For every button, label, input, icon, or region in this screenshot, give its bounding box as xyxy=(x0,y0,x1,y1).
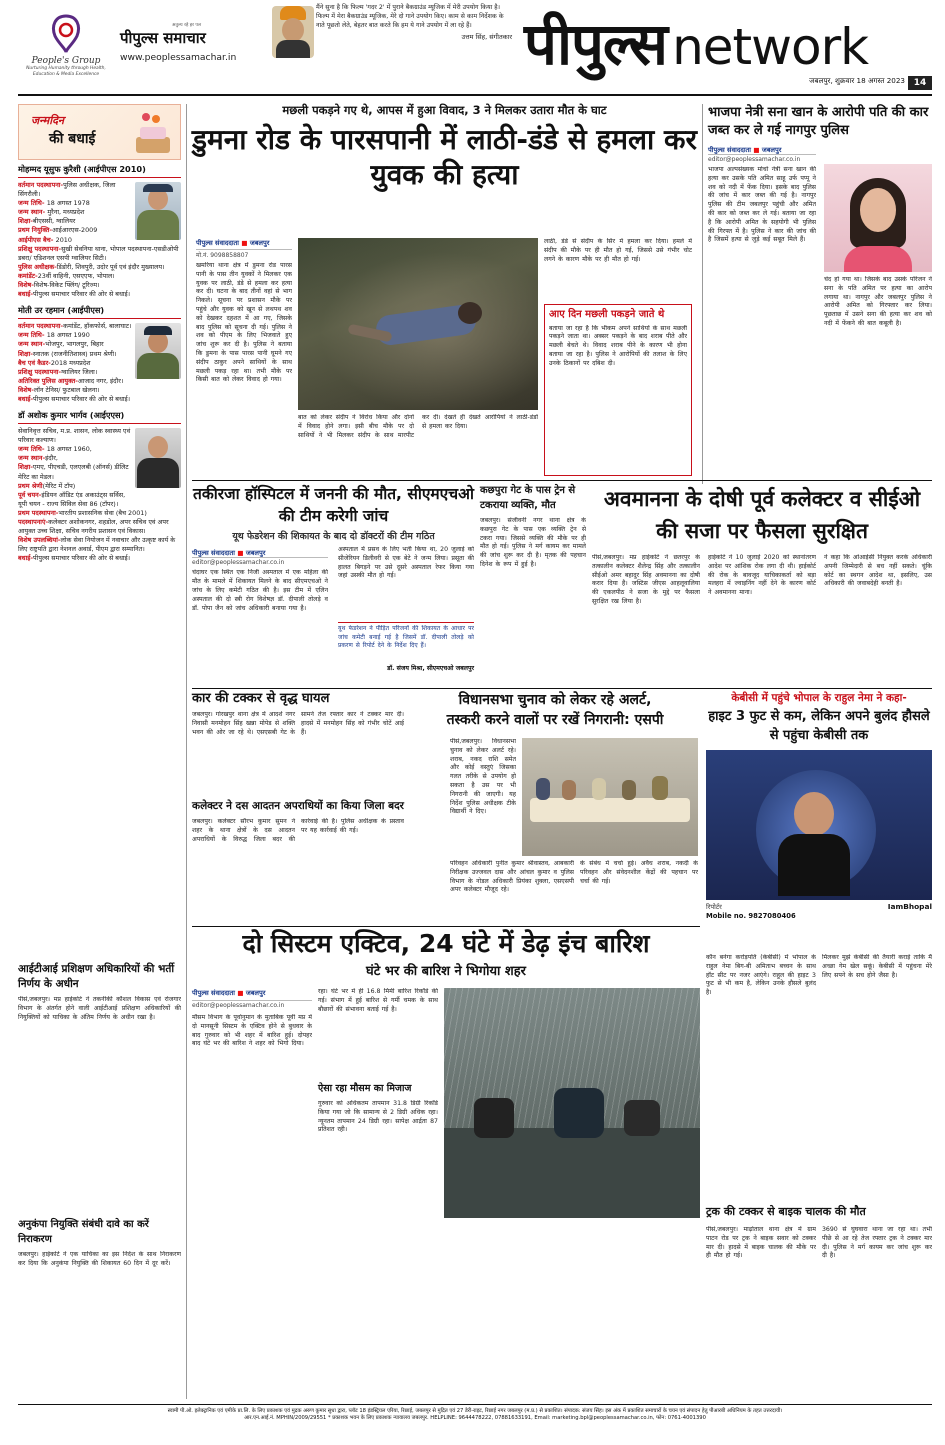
rain-byline: पीपुल्स संवाददाता ■ जबलपुर xyxy=(192,989,266,997)
person-detail-line xyxy=(18,491,133,509)
lead-byline: पीपुल्स संवाददाता ■ जबलपुर xyxy=(196,239,270,247)
detail-key: पुलिस अधीक्षक- xyxy=(18,262,57,271)
title-english: network xyxy=(672,18,869,76)
sana-body-right: चंद हो गया था। जिसके बाद उसके परिजन ने सना के पति अमित पर हत्या का आरोप लगाया था। नागपुर और जबलपुर पुलिस ने आरोपी अमित को गिरफ्तार कर लिया। पूछताछ में उसने सना की हत्या कर शव को नदी में फेंकने की बात कबूली है। xyxy=(824,276,932,327)
sana-headline: भाजपा नेत्री सना खान के आरोपी पति की कार जब्त कर ले गई नागपुर पुलिस xyxy=(708,105,929,138)
person-detail-line xyxy=(18,217,133,226)
quote-portrait xyxy=(272,6,314,58)
person-detail-line xyxy=(18,463,133,481)
detail-key: प्रशिक्षु पदस्थापना- xyxy=(18,367,62,376)
detail-value: 2018 मध्यप्रदेश xyxy=(50,358,91,367)
rain-sub: घंटे भर की बारिश ने भिगोया शहर xyxy=(366,963,526,979)
quote-box xyxy=(316,4,512,66)
hospital-headline: तकीरजा हॉस्पिटल में जननी की मौत, सीएमएचओ की टीम करेगी जांच xyxy=(193,485,474,525)
lead-mobile: मो.नं. 9098858807 xyxy=(196,249,292,259)
lead-story xyxy=(192,104,697,476)
person-detail-line xyxy=(18,518,181,536)
hospital-sub: यूथ फेडरेशन की शिकायत के बाद दो डॉक्टरों की टीम गठित xyxy=(232,531,435,543)
page-number: 14 xyxy=(908,76,932,90)
truck-headline: ट्रक की टक्कर से बाइक चालक की मौत xyxy=(706,1205,866,1218)
hospital-story xyxy=(192,484,475,684)
section-rule xyxy=(192,688,932,689)
election-headline: तस्करी करने वालों पर रखें निगरानी: एसपी xyxy=(446,712,664,729)
person-detail-line xyxy=(18,368,133,377)
hospital-quote xyxy=(338,622,474,682)
sana-photo xyxy=(824,164,932,272)
kbc-kicker: केबीसी में पहुंचे भोपाल के राहुल नेमा ने कहा- xyxy=(731,692,907,704)
lead-byline-block xyxy=(196,238,292,259)
birthday-person-1 xyxy=(18,164,181,299)
footer-line-2: आर.एन.आई.नं. MPHIN/2009/29551 * प्रकाशक भवन के लिए प्रकाशक न्यायालय जबलपुर. HELPLINE: 9644478222, 07881633191, Email: marketing.bpl@peoplessamachar.co.in, फोन: 0761-4001390 xyxy=(244,1415,706,1422)
detail-key: शिक्षा- xyxy=(18,349,33,358)
rain-story xyxy=(192,930,700,1400)
person-detail-line xyxy=(18,395,181,404)
section-rule xyxy=(192,480,932,481)
detail-value: आजाद नगर, इंदौर। xyxy=(77,376,124,385)
title-hindi: पीपुल्स xyxy=(524,10,667,78)
sana-body: भाजपा अल्पसंख्यक मोर्चा नेत्री सना खान की हत्या कर उसके पति अमित साहू उर्फ पप्पू ने शव को नदी में फेंक दिया। इसके बाद पुलिस की जांच में कार जब्त की गई है। नागपुर पुलिस की टीम जबलपुर पहुंची और अमित की कार को जब्त कर ले गई। बताया जा रहा है कि आरोपी अमित के सहयोगी भी पुलिस की गिरफ्त में है। पुलिस ने कार की जांच की है जिसमें हत्या से जुड़े कई सबूत मिले हैं। xyxy=(708,166,816,244)
birthday-person-3 xyxy=(18,410,181,563)
election-kicker: विधानसभा चुनाव को लेकर रहे अलर्ट, xyxy=(458,692,652,708)
truck-story xyxy=(706,1206,932,1400)
quote-text: मैंने सुना है कि फिल्म 'गदर 2' में पुराने बैकग्राउंड म्यूजिक में मेरी उपयोग किया है। फिल्म में मेरा बैकग्राउंड म्यूजिक, मेरे दो गाने उपयोग किए। काम से काम निर्देशक के नाते पूछतो लेते, बेहतर बात करते कि हम ये गाने उपयोग में ला रहे हैं। xyxy=(316,4,504,29)
person-detail-line xyxy=(18,554,181,563)
detail-key: पदस्थापनाएं- xyxy=(18,518,49,526)
contempt-headline: अवमानना के दोषी पूर्व कलेक्टर व सीईओ की सजा पर फैसला सुरक्षित xyxy=(603,487,921,543)
train-headline: कछपुरा गेट के पास ट्रेन से टकराया व्यक्ति, मौत xyxy=(480,485,576,511)
detail-key: जन्म तिथि- xyxy=(18,331,47,340)
lead-box xyxy=(544,304,692,476)
detail-key: बैच एवं कैडर- xyxy=(18,358,51,367)
lead-body: खमरिया थाना क्षेत्र में डुमना रोड पारस पानी के पास तीन युवकों ने मिलकर एक युवक पर लाठी, डंडे से हमला कर हत्या कर दी। घटना के बाद तीनों वहां से भाग निकले। सूचना पर प्रशासन मौके पर पहुंचे और युवक को खून से लथपथ शव को देखकर दहशत में आ गए, जिसके बाद पुलिस को सूचना दी गई। पुलिस ने शव को पीएम के लिए भिजवाते हुए जांच शुरू कर दी है। पुलिस ने बताया कि डुमना के पास पारस पानी घूमने गए संदीप ठाकुर अपने साथियों के साथ मछली पकड़ रहा था। तभी मौके पर किसी बात को लेकर विवाद हो गया। xyxy=(196,262,292,384)
detail-key: आईपीएस बैच- xyxy=(18,235,56,244)
person-detail-line xyxy=(18,226,133,235)
detail-value: 18 अगस्त 1960, xyxy=(46,445,92,454)
train-body: जबलपुर। संजीवनी नगर थाना क्षेत्र के कछपुरा गेट के पास एक व्यक्ति ट्रेन से टकरा गया। जिससे व्यक्ति की मौके पर ही मौत हो गई। पुलिस ने मर्ग कायम कर मामले की जांच शुरू कर दी है। मृतक की पहचान दिनेश के रूप में हुई है। xyxy=(480,517,586,568)
lead-headline: डुमना रोड के पारसपानी में लाठी-डंडे से हमला कर युवक की हत्या xyxy=(192,123,697,192)
small-paper-logo xyxy=(120,22,270,72)
rain-box-title: ऐसा रहा मौसम का मिजाज xyxy=(318,1083,412,1094)
person-name: मोहम्मद यूसुफ कुरैशी (आईपीएस 2010) xyxy=(18,164,181,178)
person-detail-line xyxy=(18,290,181,299)
detail-value: भारतीय प्रशासनिक सेवा (बैच 2001) xyxy=(58,508,147,517)
kbc-story xyxy=(706,692,932,1202)
detail-value: कलेक्टर अशोकनगर, शहडोल, अपर सचिव एवं अपर आयुक्त उच्च शिक्षा, सचिव नगरीय प्रशासन एवं विकास। xyxy=(18,518,169,536)
detail-key: कमांडेंट- xyxy=(18,271,38,280)
detail-key: पूर्व चयन- xyxy=(18,490,42,499)
person-detail-line xyxy=(18,208,133,217)
person-detail-line xyxy=(18,340,133,349)
detail-key: प्रथम श्रेणी xyxy=(18,481,43,490)
rain-body: मौसम विभाग के पूर्वानुमान के मुताबिक पूर्वी मप्र में दो मानसूनी सिस्टम के एक्टिव होने से बुधवार के बाद गुरुवार को भी शहर में बारिश हुई। दोपहर बाद घंटे भर की बारिश ने शहर को भिगो दिया। xyxy=(192,1014,312,1048)
detail-key: प्रथम पदस्थापना- xyxy=(18,508,59,517)
person-detail-line xyxy=(18,331,133,340)
election-photo xyxy=(522,738,698,856)
detail-value: स्नातक (राजनीतिशास्त्र) प्रथम श्रेणी। xyxy=(32,349,117,358)
detail-key: जन्म तिथि- xyxy=(18,445,47,454)
detail-key: शिक्षा- xyxy=(18,463,33,472)
person-detail-line xyxy=(18,386,181,395)
iit-story xyxy=(18,962,181,1400)
main-title xyxy=(524,2,904,78)
lead-box-title: आए दिन मछली पकड़ने जाते थे xyxy=(549,309,665,320)
detail-key: बधाई- xyxy=(18,394,34,403)
detail-key: विशेष- xyxy=(18,385,34,394)
rain-email: editor@peoplessamachar.co.in xyxy=(192,1000,312,1009)
person-detail-line xyxy=(18,445,133,454)
person-name: डॉ अशोक कुमार भार्गव (आईएएस) xyxy=(18,410,181,424)
hospital-quote-text: यूथ फेडरेशन ने पीड़ित परिजनों की शिकायत के आधार पर जांच कमेटी बनाई गई है जिसमें डॉ. दीपाली तोलड़े को प्रकरण से रिपोर्ट देने के निर्देश दिए हैं। xyxy=(338,625,474,650)
kbc-mobile: Mobile no. 9827080406 xyxy=(706,911,796,920)
hospital-quote-author: डॉ. संजय मिश्रा, सीएमएचओ जबलपुर xyxy=(387,665,474,672)
accident-headline: कार की टक्कर से वृद्ध घायल xyxy=(192,691,330,706)
peoples-group-logo-icon xyxy=(47,12,85,54)
detail-key: जन्म स्थान- xyxy=(18,340,46,349)
truck-body: पीसं,जबलपुर। माढ़ोताल थाना क्षेत्र में ग्राम पाटन रोड पर ट्रक ने बाइक सवार को टक्कर मार दी। हादसे में बाइक चालक की मौके पर ही मौत हो गई। xyxy=(706,1226,816,1260)
footer-line-1: स्वामी पी.ओ. इलेक्ट्रानिक एवं एमीके प्रा.लि. के लिए प्रकाशक एवं मुद्रक अरुण कुमार सुधा द्वारा, प्लॉट 18 इंडस्ट्रियल एरिया, रिछाई, जबलपुर से मुद्रित एवं 27 डेरी-राइट, रिछाई नगर जबलपुर (म.प्र.) से प्रकाशित। संपादक: संजय सिंह। इस अंक में प्रकाशित समाचारों के चयन एवं संपादन हेतु पीआरबी अधिनियम के तहत उत्तरदायी। xyxy=(167,1408,783,1414)
kbc-reporter-label: रिपोर्टर xyxy=(706,902,722,911)
section-rule xyxy=(192,926,700,927)
iit-headline: आईटीआई प्रशिक्षण अधिकारियों की भर्ती निर्णय के अधीन xyxy=(18,963,175,991)
person-detail-line xyxy=(18,427,133,445)
birthday-title-top: जन्मदिन xyxy=(31,114,65,127)
hospital-body-right: अस्पताल में प्रसव के लिए भर्ती किया था, 20 जुलाई को सीजेरियन डिलीवरी से एक बेटे ने जन्म लिया। प्रसूता की हालत बिगड़ने पर उसे दूसरे अस्पताल रेफर किया गया जहां उसकी मौत हो गई। xyxy=(338,546,474,580)
accident-headline-2: कलेक्टर ने दस आदतन अपराधियों का किया जिला बदर xyxy=(192,799,404,812)
contempt-body-3: ने कहा कि ओआईसी नियुक्त करके अधिकारी अपनी जिम्मेदारी से बच नहीं सकते। चूंकि कोर्ट का स्थगन आदेश था, इसलिए, उस अधिकारी की जवाबदेही बनती है। xyxy=(824,554,932,588)
person-photo xyxy=(135,428,181,488)
masthead xyxy=(0,0,945,102)
accident-body: जबलपुर। गोरखपुर थाना क्षेत्र में आदर्श नगर निवासी मनमोहन सिंह खन्ना मोपेड से शक्ति भवन की ओर जा रहे थे। एसएसबी गेट के सामने तेज रफ्तार कार ने टक्कर मार दी। हादसे में मनमोहन सिंह को गंभीर चोटें आई हैं। xyxy=(192,710,404,736)
train-story xyxy=(480,484,586,684)
detail-value: पीपुल्स समाचार परिवार की ओर से बधाई। xyxy=(33,290,131,299)
detail-value: कमांडेंट, हॉकफोर्स, बालाघाट। xyxy=(63,322,132,331)
person-detail-line xyxy=(18,482,133,491)
kbc-body: कौन बनेगा करोड़पति (केबीसी) में भोपाल के राहुल नेमा बिग-बी अमिताभ बच्चन के साथ हॉट सीट पर नजर आएंगे। राहुल की हाइट 3 फुट से भी कम है, लेकिन उनके हौसले बुलंद है। xyxy=(706,954,816,997)
detail-value: पीपुल्स समाचार परिवार की ओर से बधाई। xyxy=(33,554,131,563)
detail-key: अतिरिक्त पुलिस आयुक्त- xyxy=(18,376,78,385)
kbc-body-2: मिलकर मुझे केबीसी की तैयारी कराई ताकि मैं अच्छा गेम खेल सकूं। केबीसी में पहुंचना मेरे लिए सपने के सच होने जैसा है। xyxy=(822,954,932,979)
person-detail-line xyxy=(18,245,181,263)
detail-value: पीपुल्स समाचार परिवार की ओर से बधाई। xyxy=(33,394,131,403)
detail-value: आईआरएस-2009 xyxy=(52,226,98,235)
detail-value: इंदौर, xyxy=(45,454,58,463)
brand-name: People's Group xyxy=(31,56,101,66)
detail-key: प्रशिक्षु पदस्थापना- xyxy=(18,244,62,253)
hospital-byline: पीपुल्स संवाददाता ■ जबलपुर xyxy=(192,549,266,558)
truck-body-2: 3690 से घुघवारा थाना जा रहा था। तभी पीछे से आ रहे तेज रफ्तार ट्रक ने टक्कर मार दी। पुलिस ने मर्ग कायम कर जांच शुरू कर दी है। xyxy=(822,1226,932,1260)
detail-key: विशेष उपलब्धियां- xyxy=(18,536,61,545)
rain-body-3: गुरुवार को अधिकतम तापमान 31.8 डिग्री रिकॉर्ड किया गया जो कि सामान्य से 2 डिग्री अधिक रहा। न्यूनतम तापमान 24 डिग्री रहा। सापेक्ष आर्द्रता 87 प्रतिशत रही। xyxy=(318,1100,438,1134)
iit-headline-2: अनुकंपा नियुक्ति संबंधी दावे का करें निराकरण xyxy=(18,1219,149,1245)
detail-key: शिक्षा- xyxy=(18,217,33,226)
rain-headline: दो सिस्टम एक्टिव, 24 घंटे में डेढ़ इंच बारिश xyxy=(242,929,650,958)
detail-value: एमए, पीएचडी, एलएलबी (ऑनर्स) डीलिट मेरिट का मेडल। xyxy=(18,463,129,481)
person-detail-line xyxy=(18,272,181,281)
detail-value: सुखी सेवनिया थाना, भोपाल पदस्थापना-एसडीओपी डबरा/ एडिशनल एसपी ग्वालियर सिटी। xyxy=(18,244,179,262)
birthday-section xyxy=(18,104,181,956)
person-detail-line xyxy=(18,281,181,290)
footer-rule xyxy=(18,1404,932,1405)
sana-story xyxy=(708,104,932,476)
dateline: जबलपुर, शुक्रवार 18 अगस्त 2023 xyxy=(809,76,905,85)
lead-box-text: बताया जा रहा है कि भीकम अपने साथियों के साथ मछली पकड़ने जाता था। अक्सर पकड़ने के बाद शराब पीते और मछली बेचते थे। विवाद शराब पीने के कारण भी होना बताया जा रहा है। पुलिस ने आरोपियों की तलाश के लिए उनके ठिकानों पर दबिश दी। xyxy=(549,324,687,367)
cake-icon xyxy=(134,113,172,153)
contempt-body: पीसं,जबलपुर। मप्र हाईकोर्ट ने छतरपुर के तत्कालीन कलेक्टर शैलेन्द्र सिंह और तत्कालीन सीईओ अमर बहादुर सिंह अवमानना का दोषी करार दिया है। जस्टिस जीएस आहलूवालिया की एकलपीठ ने सजा के मुद्दे पर फैसला सुरक्षित रख लिया है। xyxy=(592,554,700,605)
kbc-headline: हाइट 3 फुट से कम, लेकिन अपने बुलंद हौसले से पहुंचा केबीसी तक xyxy=(708,709,930,743)
detail-value: सेवानिवृत्त सचिव, म.प्र. शासन, लोक स्वास्थ्य एवं परिवार कल्याण। xyxy=(18,427,131,445)
person-detail-line xyxy=(18,199,133,208)
detail-value: मुरैना, मध्यप्रदेश xyxy=(47,208,85,217)
accident-body-2: जबलपुर। कलेक्टर सौरभ कुमार सुमन ने शहर के थाना क्षेत्रों के दस आदतन अपराधियों के विरुद्ध जिला बदर की कार्रवाई की है। पुलिस अधीक्षक के प्रस्ताव पर यह कार्रवाई की गई। xyxy=(192,818,404,843)
person-detail-line xyxy=(18,454,133,463)
footer xyxy=(18,1408,932,1438)
person-detail-line xyxy=(18,536,181,554)
column-divider xyxy=(186,104,187,1399)
contempt-body-2: हाईकोर्ट ने 10 जुलाई 2020 को स्थानांतरण आदेश पर आंशिक रोक लगा दी थी। हाईकोर्ट की रोक के बावजूद याचिकाकर्ता को बड़ा मलहरा में ज्वाइनिंग नहीं देने के कारण कोर्ट ने अवमानना माना। xyxy=(708,554,816,597)
column-divider xyxy=(702,104,703,484)
rain-photo xyxy=(444,988,700,1218)
birthday-banner xyxy=(18,104,181,160)
election-story xyxy=(410,692,700,922)
hospital-body: चंदाघर एक स्थित एक निजी अस्पताल में एक महिला की मौत के मामले में शिकायत मिलने के बाद सीएमएचओ ने जांच के लिए कमेटी गठित की है। इस टीम में एलिन अस्पताल की दो स्त्री रोग विशेषज्ञ डॉ. दीपाली तोलड़े व डॉ. पोपा जैन को जांच अधिकारी बनाया गया है। xyxy=(192,569,328,612)
quote-author: उत्तम सिंह, संगीतकार xyxy=(461,32,512,41)
brand-logo xyxy=(26,12,106,92)
detail-value: पुलिस अधीक्षक, जिला सिंगरौली। xyxy=(18,181,116,199)
detail-value: 18 अगस्त 1990 xyxy=(46,331,90,340)
person-name: मोती उर रहमान (आईपीएस) xyxy=(18,305,181,319)
person-detail-line xyxy=(18,236,133,245)
masthead-rule xyxy=(18,94,932,96)
detail-value: लोक सेवा नियोजन में नवाचार और उत्कृष्ट कार्य के लिए राष्ट्रपति द्वारा नेशनल अवार्ड, पीएम द्वारा सम्मानित। xyxy=(18,536,176,554)
birthday-person-2 xyxy=(18,305,181,404)
person-photo xyxy=(135,182,181,240)
person-detail-line xyxy=(18,263,181,272)
iit-body: पीसं,जबलपुर। मप्र हाईकोर्ट ने तकनीकी कौशल विकास एवं रोजगार विभाग के अंतर्गत होने वाली आईटीआई प्रशिक्षण अधिकारियों की नियुक्तियों को याचिका के अंतिम निर्णय के अधीन रखा है। xyxy=(18,996,181,1022)
sana-email: editor@peoplessamachar.co.in xyxy=(708,154,816,163)
detail-key: प्रथम नियुक्ति- xyxy=(18,226,53,235)
detail-value: 2010 xyxy=(55,235,72,244)
detail-value: (मेरिट में टॉप) xyxy=(42,481,76,490)
detail-value: 18 अगस्त 1978 xyxy=(46,199,90,208)
detail-value: लॉन टेनिस/ फुटबाल खेलना। xyxy=(33,385,100,394)
rain-body-2: रहा। घंटे भर में ही 16.8 मिमी बारिश रिकॉर्ड की गई। संभाग में हुई बारिश से गर्मी चमक के साथ बौछारों की संभावना बताई गई है। xyxy=(318,988,438,1013)
detail-key: बधाई- xyxy=(18,290,34,299)
election-body-2: परिवहन अधिकारी पुनीत कुमार श्रीवास्तव, आबकारी निरीक्षक उज्जवल दास और आंचल कुमार व पुलिस विभाग के नोडल अधिकारी प्रियंका शुक्ला, एसएसपी अपर कलेक्टर मौजूद रहे। xyxy=(450,860,574,894)
brand-tagline: Nurturing Humanity through Health, Education & Media Excellence xyxy=(26,66,106,77)
detail-key: वर्तमान पदस्थापना- xyxy=(18,322,64,331)
person-detail-line xyxy=(18,322,133,331)
lead-body-right: लाठी, डंडे से संदीप के सिर में हमला कर दिया। हमले में संदीप की मौके पर ही मौत हो गई, जिससे उसे गंभीर चोट लगने के कारण मौके पर ही मौत हो गई। xyxy=(544,238,692,263)
accident-story xyxy=(192,692,404,922)
kbc-reporter-name: IamBhopal xyxy=(887,901,932,911)
detail-key: वर्तमान पदस्थापना- xyxy=(18,181,64,189)
detail-value: इंडियन ऑडिट एंड अकाउंट्स सर्विस, यूपी चयन - राज्य सिविल सेवा 86 (टॉपर)। xyxy=(18,490,126,508)
detail-key: विशेष- xyxy=(18,281,34,290)
person-detail-line xyxy=(18,509,181,518)
detail-value: 23वीं वाहिनी, एसएएफ, भोपाल। xyxy=(37,271,115,280)
detail-value: ग्वालियर जिला। xyxy=(61,367,98,376)
person-detail-line xyxy=(18,181,133,199)
detail-value: डिंडोरी, शिवपुरी, उदोर पूर्व एवं इंदौर मुख्यालय। xyxy=(56,262,165,271)
birthday-title-bottom: की बधाई xyxy=(49,131,96,147)
contempt-story xyxy=(592,484,932,684)
detail-key: जन्म स्थान- xyxy=(18,454,46,463)
election-body-3: के संबंध में चर्चा हुई। अवैध शराब, नकदी के परिवहन और संवेदनशील केंद्रों की पहचान पर चर्चा की गई। xyxy=(580,860,698,885)
kbc-photo xyxy=(706,750,932,900)
detail-key: जन्म तिथि- xyxy=(18,199,47,208)
person-detail-line xyxy=(18,350,133,359)
website[interactable]: www.peoplessamachar.in xyxy=(120,52,237,63)
lead-kicker: मछली पकड़ने गए थे, आपस में हुआ विवाद, 3 ने मिलकर उतारा मौत के घाट xyxy=(282,103,607,117)
person-detail-line xyxy=(18,359,133,368)
small-paper-tagline: अतुल्य रहे हर पल xyxy=(172,23,202,28)
detail-key: बधाई- xyxy=(18,554,34,563)
detail-value: विशेष-विकेट फ्लिंग/ टूरिज्म। xyxy=(33,281,100,290)
detail-key: जन्म स्थान- xyxy=(18,208,48,217)
lead-caption: बात को लेकर संदीप ने विरोध किया और दोनों में विवाद होने लगा। इसी बीच मौके पर दो साथियों ने भी मिलकर संदीप के साथ मारपीट कर दी। देखते ही देखते आरोपियों ने लाठी-डंडों से हमला कर दिया। xyxy=(298,414,538,439)
election-body: पीसं,जबलपुर। विधानसभा चुनाव को लेकर अलर्ट रहे। शराब, नकद राशि समेत और कोई वस्तुएं जिसका गलत तरीके से उपयोग हो सकता है उस पर भी निगरानी की जाएगी। यह निर्देश पुलिस अधीक्षक टीके विद्यार्थी ने दिए। xyxy=(450,738,516,816)
sana-byline: पीपुल्स संवाददाता ■ जबलपुर xyxy=(708,146,782,155)
detail-value: बीएससी, ग्वालियर xyxy=(32,217,76,226)
lead-photo xyxy=(298,238,538,410)
detail-value: भोजपुर, भागलपुर, बिहार xyxy=(45,340,104,349)
hospital-email: editor@peoplessamachar.co.in xyxy=(192,557,328,566)
iit-body-2: जबलपुर। हाईकोर्ट ने एक याचिका का इस निर्देश के साथ निराकरण कर दिया कि अनुकंपा नियुक्ति की शिकायत 60 दिन में दूर करें। xyxy=(18,1251,181,1268)
person-photo xyxy=(135,323,181,379)
small-paper-title: पीपुल्स समाचार xyxy=(120,29,206,47)
